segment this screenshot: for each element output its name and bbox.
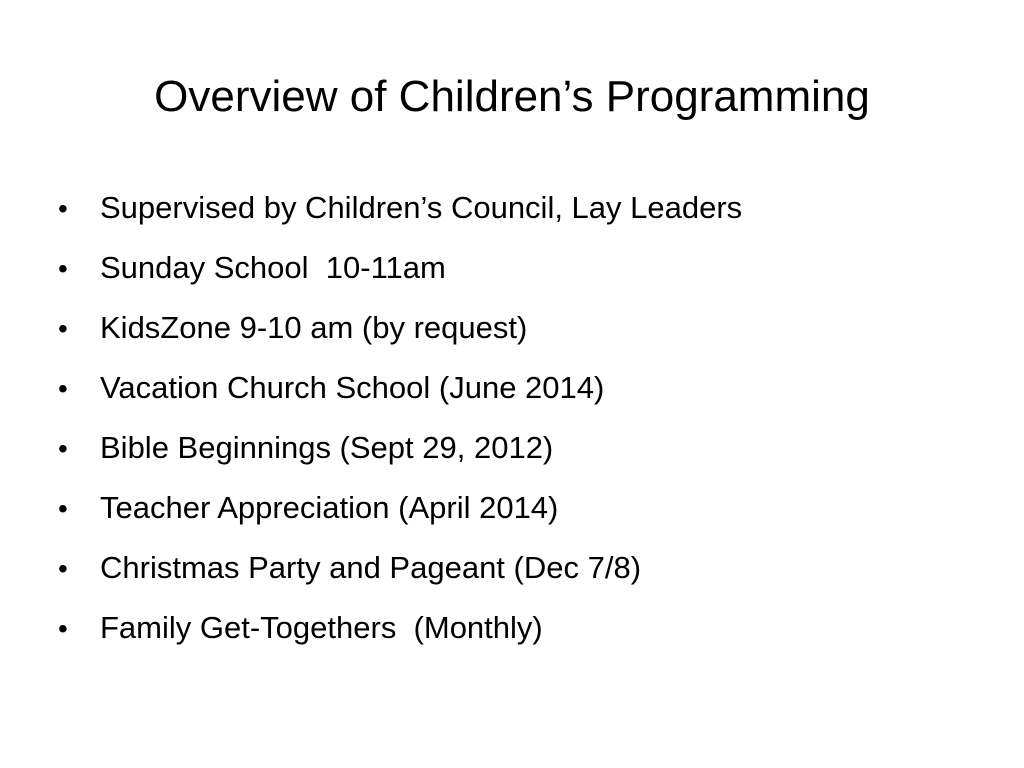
list-item-text: Christmas Party and Pageant (Dec 7/8): [100, 550, 642, 585]
bullet-icon: •: [58, 373, 68, 404]
list-item-text: KidsZone 9-10 am (by request): [100, 310, 528, 345]
bullet-icon: •: [58, 193, 68, 224]
bullet-icon: •: [58, 553, 68, 584]
list-item: [58, 358, 998, 418]
bullet-icon: •: [58, 613, 68, 644]
list-item-text: Teacher Appreciation (April 2014): [100, 490, 559, 525]
bullet-icon: •: [58, 253, 68, 284]
list-item: [58, 238, 998, 298]
list-item-text: Family Get-Togethers (Monthly): [100, 610, 543, 645]
list-item: [58, 478, 998, 538]
list-item-text: Vacation Church School (June 2014): [100, 370, 605, 405]
list-item: [58, 598, 998, 658]
list-item-text: Supervised by Children’s Council, Lay Leaders: [100, 190, 743, 225]
list-item: [58, 178, 998, 238]
list-item: [58, 298, 998, 358]
list-item-text: Sunday School 10-11am: [100, 250, 446, 285]
list-item-text: Bible Beginnings (Sept 29, 2012): [100, 430, 554, 465]
bullet-list: [58, 178, 998, 658]
slide-title: Overview of Children’s Programming: [154, 72, 870, 121]
bullet-icon: •: [58, 493, 68, 524]
list-item: [58, 418, 998, 478]
bullet-icon: •: [58, 313, 68, 344]
list-item: [58, 538, 998, 598]
bullet-icon: •: [58, 433, 68, 464]
